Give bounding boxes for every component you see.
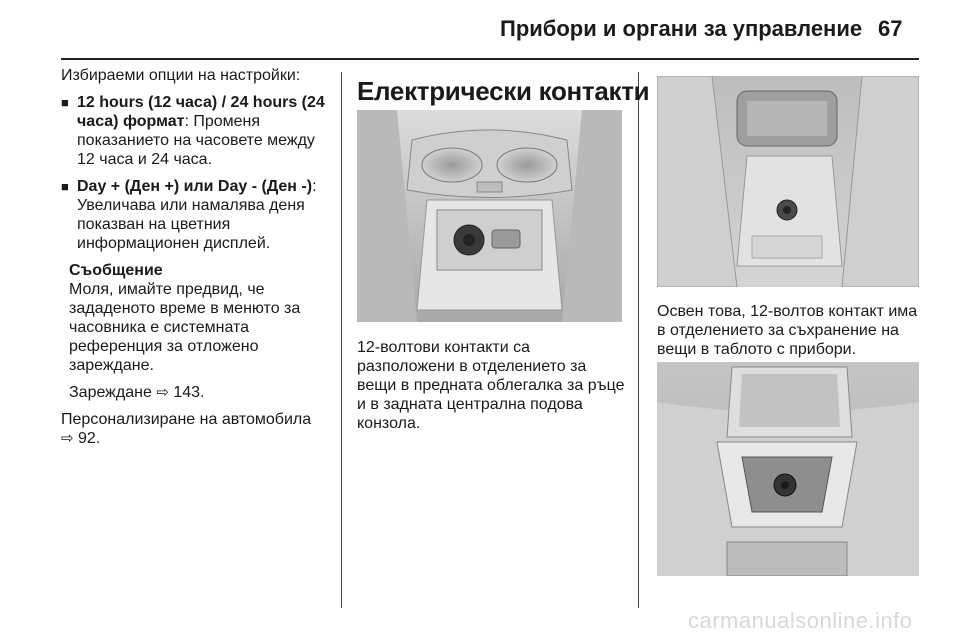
bullet-square-icon: ■ bbox=[61, 179, 69, 194]
cross-reference[interactable] bbox=[69, 383, 331, 402]
note-heading: Съобщение bbox=[69, 262, 163, 279]
page-header-title: Прибори и органи за управление bbox=[500, 16, 863, 41]
option-description: : Променя показанието на часовете между 12 часа и 24 часа. bbox=[77, 113, 315, 168]
cross-reference[interactable] bbox=[61, 410, 331, 448]
settings-intro: Избираеми опции на настройки: bbox=[61, 67, 301, 84]
reference-page: 92. bbox=[78, 430, 101, 447]
column-divider-1 bbox=[341, 72, 342, 608]
left-column bbox=[61, 66, 331, 456]
dashboard-socket-caption: Освен това, 12-волтов контакт има в отделението за съхранение на вещи в таблото с прибори. bbox=[657, 303, 918, 358]
page-reference-arrow-icon: ⇨ bbox=[61, 430, 74, 447]
section-title: Електрически контакти bbox=[357, 76, 650, 106]
dashboard-storage-socket-photo bbox=[657, 362, 919, 576]
list-item bbox=[61, 177, 331, 253]
rear-console-socket-photo bbox=[657, 76, 919, 287]
reference-page: 143. bbox=[173, 384, 205, 401]
note-block bbox=[61, 261, 331, 402]
page-reference-arrow-icon: ⇨ bbox=[156, 384, 169, 401]
reference-text: Персонализиране на автомобила bbox=[61, 411, 312, 428]
socket-location-caption: 12-волтови контакти са разположени в отделението за вещи в предната облегалка за ръце и в задната централна подова конзола. bbox=[357, 339, 625, 432]
header-rule bbox=[61, 58, 919, 60]
option-label: Day + (Ден +) или Day - (Ден -) bbox=[77, 178, 313, 195]
list-item bbox=[61, 93, 331, 169]
option-description: : Увеличава или намалява деня показван на цветния информационен дисплей. bbox=[77, 178, 317, 252]
column-divider-2 bbox=[638, 72, 639, 608]
option-label: 12 hours (12 часа) / 24 hours (24 часа) формат bbox=[77, 94, 325, 130]
reference-text: Зареждане bbox=[69, 384, 152, 401]
page-number: 67 bbox=[878, 16, 903, 41]
bullet-square-icon: ■ bbox=[61, 95, 69, 110]
watermark: carmanualsonline.info bbox=[688, 608, 913, 633]
front-armrest-socket-photo bbox=[357, 110, 622, 322]
note-text: Моля, имайте предвид, че зададеното време в менюто за часовника е системната референция за отложено зареждане. bbox=[69, 281, 301, 374]
